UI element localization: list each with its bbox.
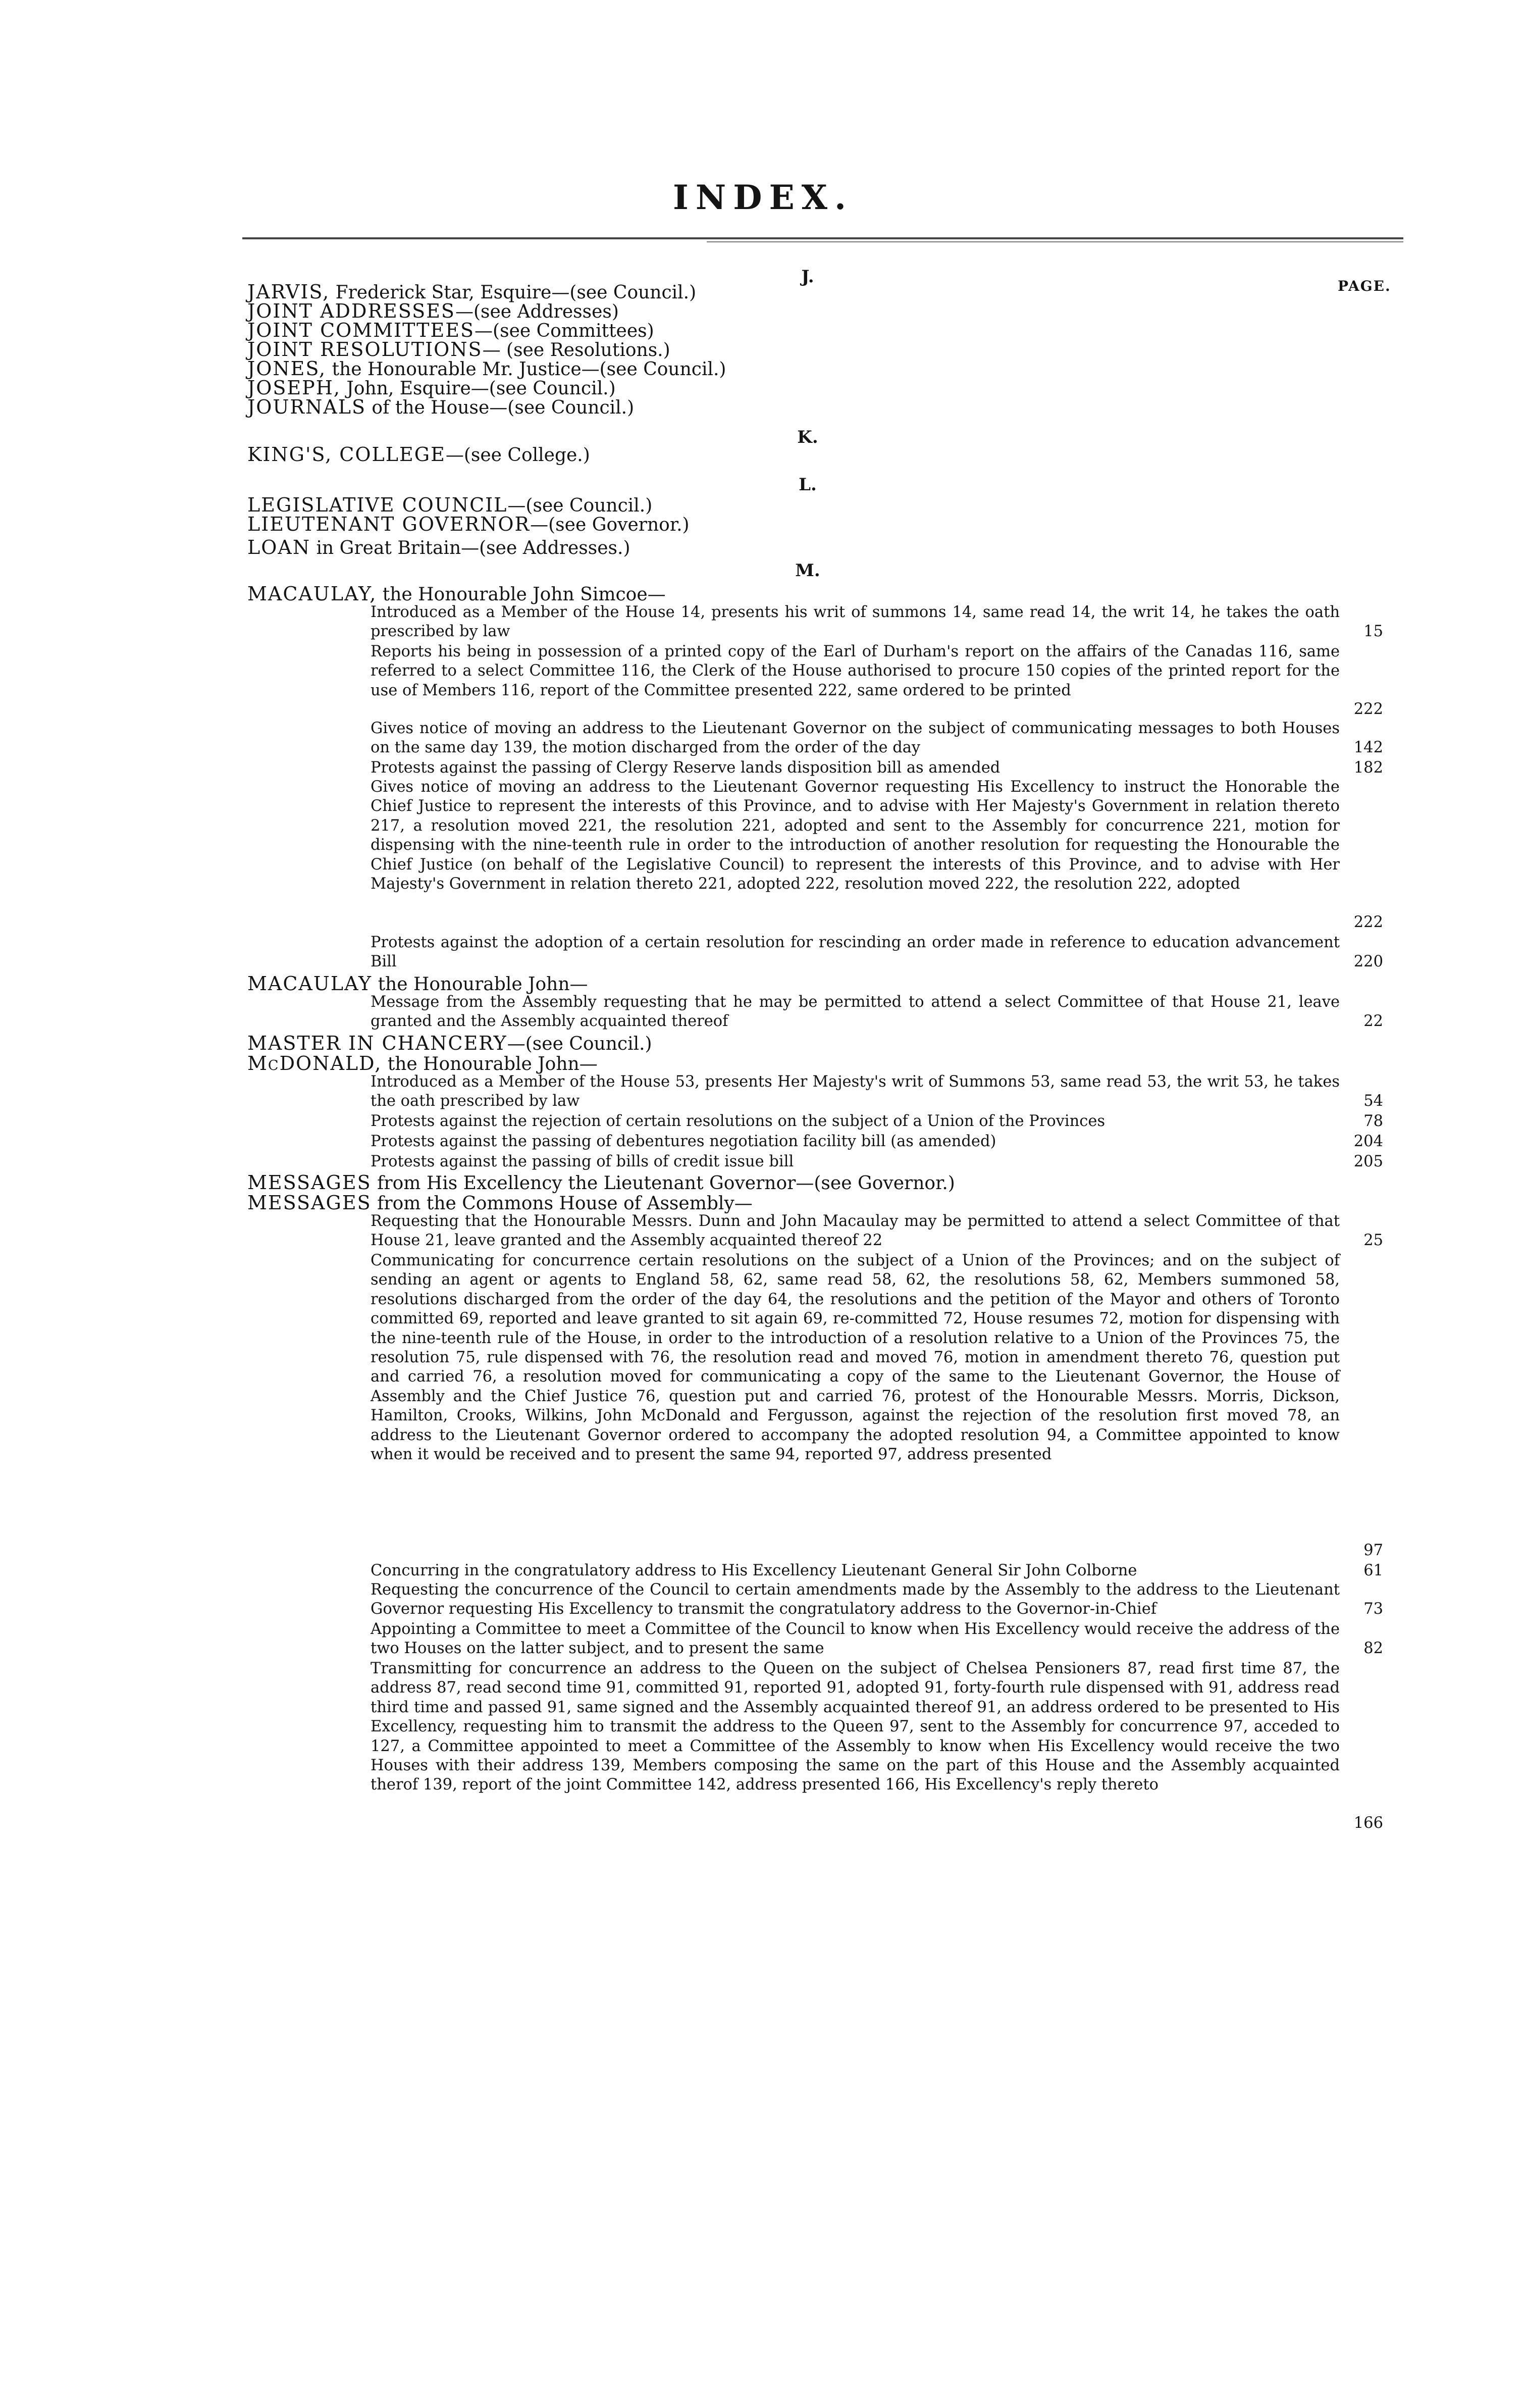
page-ref: 78 <box>1363 1112 1383 1130</box>
page-ref: 222 <box>1353 913 1383 931</box>
sub-entry: Reports his being in possession of a printed copy of the Earl of Durham's report on the affairs of the Canadas 116, same referred to a select Committee 116, the Clerk of the House authorised to procure 150 copies of the printed report for the use of Members 116, report of the Committee presented 222, same ordered to be printed <box>371 643 1340 699</box>
section-letter-m: M. <box>795 560 820 581</box>
page-ref: 166 <box>1353 1814 1383 1832</box>
page-ref: 54 <box>1363 1092 1383 1110</box>
sub-entry: Protests against the adoption of a certain resolution for rescinding an order made in reference to education advancement Bill <box>371 934 1340 971</box>
sub-entry: Gives notice of moving an address to the Lieutenant Governor requesting His Excellency to instruct the Honorable the Chief Justice to represent the interests of this Province, and to advise with Her Majesty's Government in relation thereto 217, a resolution moved 221, the resolution 221, adopted and sent to the Assembly for concurrence 221, motion for dispensing with the nine-teenth rule in order to the introduction of another resolution for requesting the Honourable the Chief Justice (on behalf of the Legislative Council) to represent the interests of this Province, and to advise with Her Majesty's Government in relation thereto 221, adopted 222, resolution moved 222, the resolution 222, adopted <box>371 778 1340 893</box>
sub-entry: Introduced as a Member of the House 53, presents Her Majesty's writ of Summons 53, same read 53, the writ 53, he takes the oath prescribed by law <box>371 1073 1340 1110</box>
index-entry-lieutenant-governor: LIEUTENANT GOVERNOR—(see Governor.) <box>247 513 690 535</box>
sub-entry: Gives notice of moving an address to the Lieutenant Governor on the subject of communicating messages to both Houses on the same day 139, the motion discharged from the order of the day <box>371 720 1340 757</box>
sub-entry: Requesting the concurrence of the Council to certain amendments made by the Assembly to the address to the Lieutenant Governor requesting His Excellency to transmit the congratulatory address to the Governor-in-Chief <box>371 1581 1340 1618</box>
title-rule-lower <box>707 241 1403 242</box>
page-title: INDEX. <box>673 178 853 217</box>
sub-entry: Introduced as a Member of the House 14, presents his writ of summons 14, same read 14, the writ 14, he takes the oath prescribed by law <box>371 603 1340 641</box>
index-entry-jones: JONES, the Honourable Mr. Justice—(see Council.) <box>247 357 726 380</box>
sub-entry: Transmitting for concurrence an address to the Queen on the subject of Chelsea Pensioners 87, read first time 87, the address 87, read second time 91, committed 91, reported 91, adopted 91, forty-fourth rule dispensed with 91, address read third time and passed 91, same signed and the Assembly acquainted thereof 91, an address ordered to be presented to His Excellency, requesting him to transmit the address to the Queen 97, sent to the Assembly for concurrence 97, acceded to 127, a Committee appointed to meet a Committee of the Assembly to know when His Excellency would receive the two Houses with their address 139, Members composing the same on the part of this House and the Assembly acquainted therof 139, report of the joint Committee 142, address presented 166, His Excellency's reply thereto <box>371 1660 1340 1794</box>
index-entry-jarvis: JARVIS, Frederick Star, Esquire—(see Council.) <box>247 281 697 303</box>
section-letter-l: L. <box>799 475 817 495</box>
sub-entry: Protests against the passing of Clergy Reserve lands disposition bill as amended <box>371 759 1001 777</box>
index-entry-joseph: JOSEPH, John, Esquire—(see Council.) <box>247 377 616 399</box>
index-entry-joint-addresses: JOINT ADDRESSES—(see Addresses) <box>247 300 619 322</box>
index-entry-messages-commons: MESSAGES from the Commons House of Assembly— <box>247 1192 753 1214</box>
page-ref: 182 <box>1353 759 1383 777</box>
page-ref: 22 <box>1363 1012 1383 1030</box>
sub-entry: Requesting that the Honourable Messrs. Dunn and John Macaulay may be permitted to attend a select Committee of that House 21, leave granted and the Assembly acquainted thereof 22 <box>371 1212 1340 1250</box>
page-ref: 82 <box>1363 1640 1383 1657</box>
page-ref: 205 <box>1353 1153 1383 1170</box>
title-rule <box>242 237 1403 239</box>
index-entry-journals: JOURNALS of the House—(see Council.) <box>247 396 635 418</box>
sub-entry: Appointing a Committee to meet a Committee of the Council to know when His Excellency would receive the address of the two Houses on the latter subject, and to present the same <box>371 1620 1340 1658</box>
index-entry-kings-college: KING'S, COLLEGE—(see College.) <box>247 443 590 466</box>
sub-entry: Message from the Assembly requesting that he may be permitted to attend a select Committee of that House 21, leave granted and the Assembly acquainted thereof <box>371 993 1340 1031</box>
sub-entry: Protests against the passing of debentures negotiation facility bill (as amended) <box>371 1133 996 1150</box>
section-letter-k: K. <box>797 427 818 447</box>
index-entry-joint-committees: JOINT COMMITTEES—(see Committees) <box>247 319 654 341</box>
index-entry-joint-resolutions: JOINT RESOLUTIONS— (see Resolutions.) <box>247 338 670 361</box>
index-entry-macaulay-john: MACAULAY the Honourable John— <box>247 972 588 995</box>
section-letter-j: J. <box>801 267 814 287</box>
page-ref: 142 <box>1353 739 1383 756</box>
sub-entry: Concurring in the congratulatory address to His Excellency Lieutenant General Sir John Colborne <box>371 1562 1137 1579</box>
page-ref: 220 <box>1353 953 1383 970</box>
index-entry-mcdonald: McDONALD, the Honourable John— <box>247 1052 598 1074</box>
page-ref: 15 <box>1363 623 1383 640</box>
page-ref: 204 <box>1353 1133 1383 1150</box>
sub-entry: Protests against the passing of bills of credit issue bill <box>371 1153 794 1170</box>
index-entry-legislative-council: LEGISLATIVE COUNCIL—(see Council.) <box>247 494 653 516</box>
page-ref: 97 <box>1363 1542 1383 1559</box>
index-entry-macaulay-simcoe: MACAULAY, the Honourable John Simcoe— <box>247 583 666 605</box>
sub-entry: Protests against the rejection of certain resolutions on the subject of a Union of the Provinces <box>371 1112 1106 1130</box>
page-column-header: PAGE. <box>1338 278 1391 294</box>
page-ref: 73 <box>1363 1600 1383 1618</box>
index-entry-master-in-chancery: MASTER IN CHANCERY—(see Council.) <box>247 1032 652 1054</box>
page-ref: 61 <box>1363 1562 1383 1579</box>
page-ref: 25 <box>1363 1232 1383 1249</box>
index-entry-messages-governor: MESSAGES from His Excellency the Lieutenant Governor—(see Governor.) <box>247 1171 955 1194</box>
page-ref: 222 <box>1353 700 1383 718</box>
index-entry-loan: LOAN in Great Britain—(see Addresses.) <box>247 536 630 558</box>
sub-entry: Communicating for concurrence certain resolutions on the subject of a Union of the Provinces; and on the subject of sending an agent or agents to England 58, 62, same read 58, 62, the resolutions 58, 62, Members summoned 58, resolutions discharged from the order of the day 64, the resolutions and the petition of the Mayor and others of Toronto committed 69, reported and leave granted to sit again 69, re-committed 72, House resumes 72, motion for dispensing with the nine-teenth rule of the House, in order to the introduction of a resolution relative to a Union of the Provinces 75, the resolution 75, rule dispensed with 76, the resolution read and moved 76, motion in amendment thereto 76, question put and carried 76, a resolution moved for communicating a copy of the same to the Lieutenant Governor, the House of Assembly and the Chief Justice 76, question put and carried 76, protest of the Honourable Messrs. Morris, Dickson, Hamilton, Crooks, Wilkins, John McDonald and Fergusson, against the rejection of the resolution first moved 78, an address to the Lieutenant Governor ordered to accompany the adopted resolution 94, a Committee appointed to know when it would be received and to present the same 94, reported 97, address presented <box>371 1252 1340 1464</box>
